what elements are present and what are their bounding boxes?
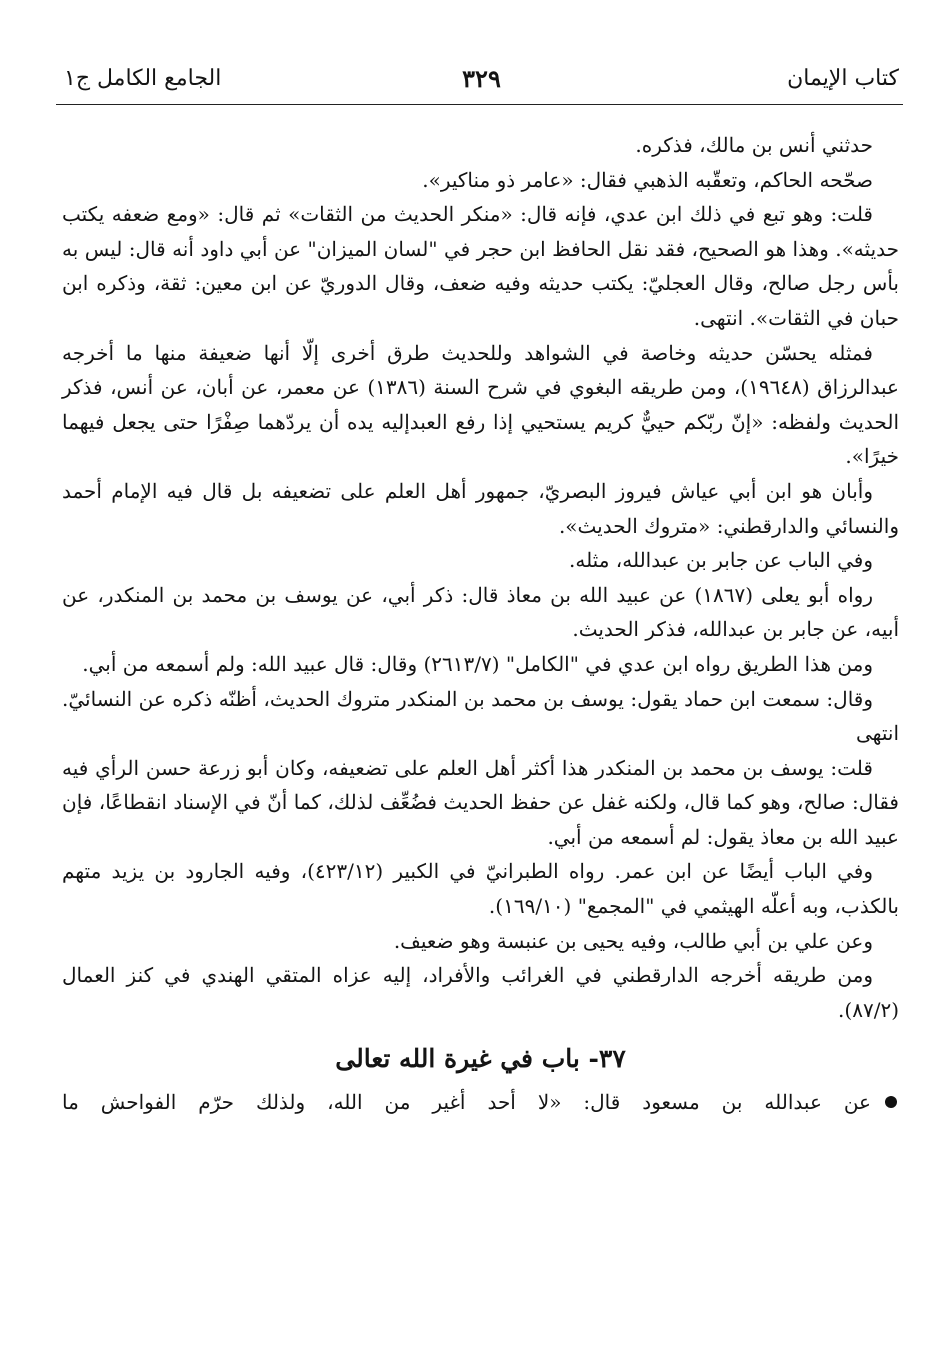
paragraph: ومن طريقه أخرجه الدارقطني في الغرائب والأفراد، إليه عزاه المتقي الهندي في كنز العمال (٨٧/٢). <box>62 963 899 1022</box>
paragraph: رواه أبو يعلى (١٨٦٧) عن عبيد الله بن معاذ قال: ذكر أبي، عن يوسف بن محمد بن المنكدر، عن أبيه، عن جابر بن عبدالله، فذكر الحديث. <box>62 582 899 642</box>
paragraph: قلت: يوسف بن محمد بن المنكدر هذا أكثر أهل العلم على تضعيفه، وكان أبو زرعة حسن الرأي فيه فقال: صالح، وهو كما قال، ولكنه غفل عن حفظ الحديث فضُعِّف لذلك، كما أنّ في الإسناد انقطاعًا، فإن عبيد الله بن معاذ يقول: لم أسمعه من أبي. <box>62 755 899 849</box>
header-volume-title: الجامع الكامل ج١ <box>64 66 222 91</box>
bullet-text: عن عبدالله بن مسعود قال: «لا أحد أغير من الله، ولذلك حرّم الفواحش ما <box>62 1090 871 1115</box>
paragraph: وعن علي بن أبي طالب، وفيه يحيى بن عنبسة وهو ضعيف. <box>393 928 873 953</box>
paragraph: وفي الباب عن جابر بن عبدالله، مثله. <box>568 548 873 573</box>
paragraph: ومن هذا الطريق رواه ابن عدي في "الكامل" (٢٦١٣/٧) وقال: قال عبيد الله: ولم أسمعه من أبي. <box>82 651 873 676</box>
header-rule <box>56 104 903 105</box>
paragraph: قلت: وهو تبع في ذلك ابن عدي، فإنه قال: «منكر الحديث من الثقات» ثم قال: «ومع ضعفه يكتب حديثه». وهذا هو الصحيح، فقد نقل الحافظ ابن حجر في "لسان الميزان" عن أبي داود أنه قال: ليس به بأس رجل صالح، وقال العجليّ: يكتب حديثه وفيه ضعف، وقال الدوريّ عن ابن معين: ثقة، وذكره ابن حبان في الثقات». انتهى. <box>62 202 899 330</box>
paragraph: حدثني أنس بن مالك، فذكره. <box>635 133 873 157</box>
paragraph: صحّحه الحاكم، وتعقّبه الذهبي فقال: «عامر ذو مناكير». <box>422 167 873 192</box>
bullet-paragraph <box>62 1085 899 1120</box>
paragraph: وأبان هو ابن أبي عياش فيروز البصريّ، جمهور أهل العلم على تضعيفه بل قال فيه الإمام أحمد والنسائي والدارقطني: «متروك الحديث». <box>62 478 899 538</box>
paragraph: وفي الباب أيضًا عن ابن عمر. رواه الطبرانيّ في الكبير (٤٢٣/١٢)، وفيه الجارود بن يزيد متهم بالكذب، وبه أعلّه الهيثمي في "المجمع" (١٦٩/١٠). <box>62 859 899 919</box>
paragraph: فمثله يحسّن حديثه وخاصة في الشواهد وللحديث طرق أخرى إلّا أنها ضعيفة منها ما أخرجه عبدالرزاق (١٩٦٤٨)، ومن طريقه البغوي في شرح السنة (١٣٨٦) عن معمر، عن أبان، عن أنس، فذكر الحديث ولفظه: «إنّ ربّكم حييٌّ كريم يستحيي إذا رفع العبدإليه يده أن يردّهما صِفْرًا حتى يجعل فيهما خيرًا». <box>62 340 899 469</box>
running-header <box>64 62 899 102</box>
paragraph: وقال: سمعت ابن حماد يقول: يوسف بن محمد بن المنكدر متروك الحديث، أظنّه ذكره عن النسائيّ. انتهى <box>62 686 899 746</box>
header-book-title: كتاب الإيمان <box>787 66 899 91</box>
bullet-dot-icon <box>885 1096 897 1108</box>
section-heading: ٣٧- باب في غيرة الله تعالى <box>335 1044 626 1074</box>
page-number: ٣٢٩ <box>462 64 501 93</box>
page-body <box>62 128 899 1120</box>
